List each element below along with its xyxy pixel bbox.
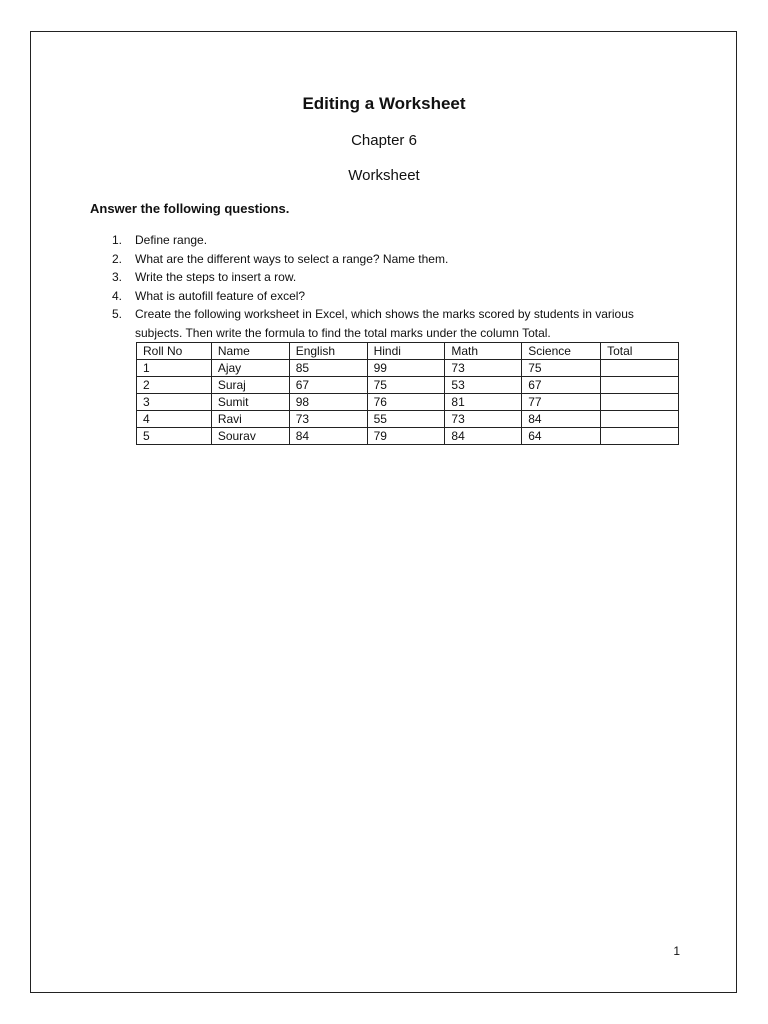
question-item [108, 287, 678, 306]
column-header: Roll No [137, 343, 212, 360]
table-cell: 67 [289, 377, 367, 394]
worksheet-heading: Worksheet [348, 167, 420, 184]
table-cell [601, 360, 679, 377]
question-number: 1. [112, 233, 123, 247]
table-cell [601, 411, 679, 428]
table-row [137, 428, 679, 445]
table-cell: 4 [137, 411, 212, 428]
question-text: Define range. [135, 233, 208, 247]
table-cell: 98 [289, 394, 367, 411]
question-number: 4. [112, 288, 123, 303]
instructions: Answer the following questions. [90, 201, 290, 216]
page-title: Editing a Worksheet [302, 94, 466, 113]
table-cell: 84 [522, 411, 601, 428]
table-cell [601, 428, 679, 445]
table-cell: 79 [367, 428, 445, 445]
table-cell: 85 [289, 360, 367, 377]
table-row [137, 394, 679, 411]
table-cell: 84 [445, 428, 522, 445]
table-cell: 73 [445, 360, 522, 377]
table-cell: 55 [367, 411, 445, 428]
table-header-row [137, 343, 679, 360]
table-cell: 75 [367, 377, 445, 394]
question-number: 5. [112, 307, 123, 321]
column-header: Math [445, 343, 522, 360]
table-row [137, 377, 679, 394]
table-cell: 81 [445, 394, 522, 411]
table-cell: 5 [137, 428, 212, 445]
table-cell: 77 [522, 394, 601, 411]
table-row [137, 411, 679, 428]
question-item [108, 268, 678, 287]
table-cell: 84 [289, 428, 367, 445]
question-list [108, 231, 678, 342]
table-cell: 73 [445, 411, 522, 428]
column-header: Science [522, 343, 601, 360]
column-header: Total [601, 343, 679, 360]
table-cell: Suraj [211, 377, 289, 394]
table-cell: 67 [522, 377, 601, 394]
table-cell: 1 [137, 360, 212, 377]
question-text: What are the different ways to select a range? Name them. [135, 251, 449, 266]
question-number: 2. [112, 251, 123, 266]
table-cell: 73 [289, 411, 367, 428]
column-header: English [289, 343, 367, 360]
question-item [108, 231, 678, 250]
column-header: Hindi [367, 343, 445, 360]
table-cell [601, 377, 679, 394]
table-cell: Sumit [211, 394, 289, 411]
table-cell: 64 [522, 428, 601, 445]
chapter-heading: Chapter 6 [351, 132, 417, 149]
table-cell: 75 [522, 360, 601, 377]
question-text: Create the following worksheet in Excel, which shows the marks scored by students in various subjects. Then write the formula to find the total marks under the column Total. [135, 307, 634, 340]
table-cell: 76 [367, 394, 445, 411]
question-text: What is autofill feature of excel? [135, 288, 306, 303]
question-text: Write the steps to insert a row. [135, 270, 297, 284]
table-cell: 3 [137, 394, 212, 411]
table-cell: 53 [445, 377, 522, 394]
table-row [137, 360, 679, 377]
marks-table [136, 342, 679, 445]
question-item [108, 305, 678, 342]
page-number: 1 [673, 944, 680, 958]
question-number: 3. [112, 270, 123, 284]
table-cell [601, 394, 679, 411]
table-cell: 99 [367, 360, 445, 377]
table-cell: Sourav [211, 428, 289, 445]
table-cell: 2 [137, 377, 212, 394]
question-item [108, 250, 678, 269]
table-cell: Ravi [211, 411, 289, 428]
column-header: Name [211, 343, 289, 360]
table-cell: Ajay [211, 360, 289, 377]
